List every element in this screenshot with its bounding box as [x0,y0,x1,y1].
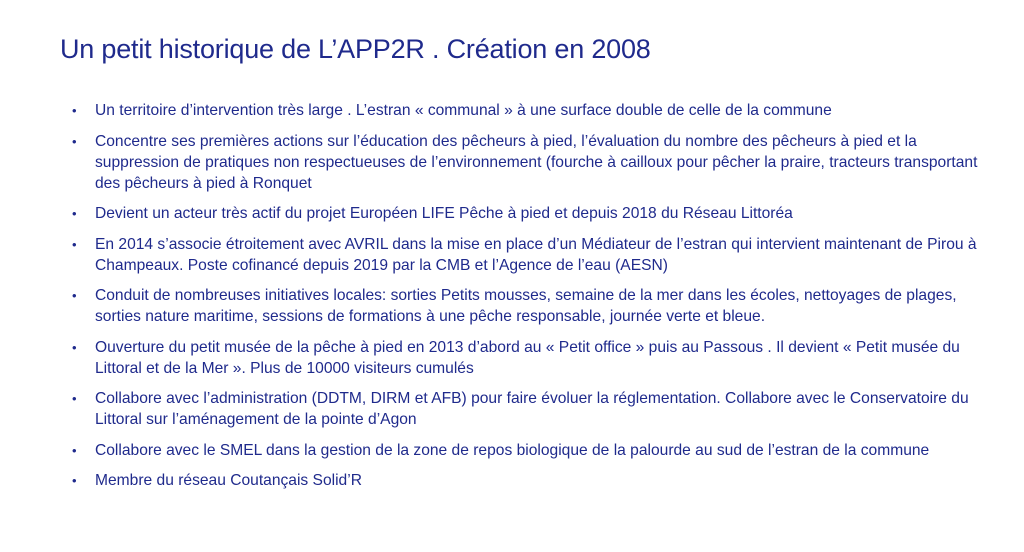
bullet-item: • En 2014 s’associe étroitement avec AVRIL dans la mise en place d’un Médiateur de l’estran qui intervient maintenant de Pirou à Champeaux. Poste cofinancé depuis 2019 par la CMB et l’Agence de l’eau (AESN) [72,234,992,276]
bullet-item: • Collabore avec l’administration (DDTM, DIRM et AFB) pour faire évoluer la réglementation. Collabore avec le Conservatoire du Littoral sur l’aménagement de la pointe d’Agon [72,388,992,430]
bullet-list [72,100,992,501]
bullet-item: • Un territoire d’intervention très large . L’estran « communal » à une surface double de celle de la commune [72,100,992,121]
bullet-item: • Membre du réseau Coutançais Solid’R [72,470,992,491]
slide-title: Un petit historique de L’APP2R . Création en 2008 [60,34,651,64]
bullet-item: • Concentre ses premières actions sur l’éducation des pêcheurs à pied, l’évaluation du nombre des pêcheurs à pied et la suppression de pratiques non respectueuses de l’environnement (fourche à cailloux pour pêcher la praire, tracteurs transportant des pêcheurs à pied à Ronquet [72,131,992,194]
bullet-item: • Conduit de nombreuses initiatives locales: sorties Petits mousses, semaine de la mer dans les écoles, nettoyages de plages, sorties nature maritime, sessions de formations à une pêche responsable, journée verte et bleue. [72,285,992,327]
bullet-item: • Ouverture du petit musée de la pêche à pied en 2013 d’abord au « Petit office » puis au Passous . Il devient « Petit musée du Littoral et de la Mer ». Plus de 10000 visiteurs cumulés [72,337,992,379]
bullet-item: • Devient un acteur très actif du projet Européen LIFE Pêche à pied et depuis 2018 du Réseau Littoréa [72,203,992,224]
bullet-item: • Collabore avec le SMEL dans la gestion de la zone de repos biologique de la palourde au sud de l’estran de la commune [72,440,992,461]
